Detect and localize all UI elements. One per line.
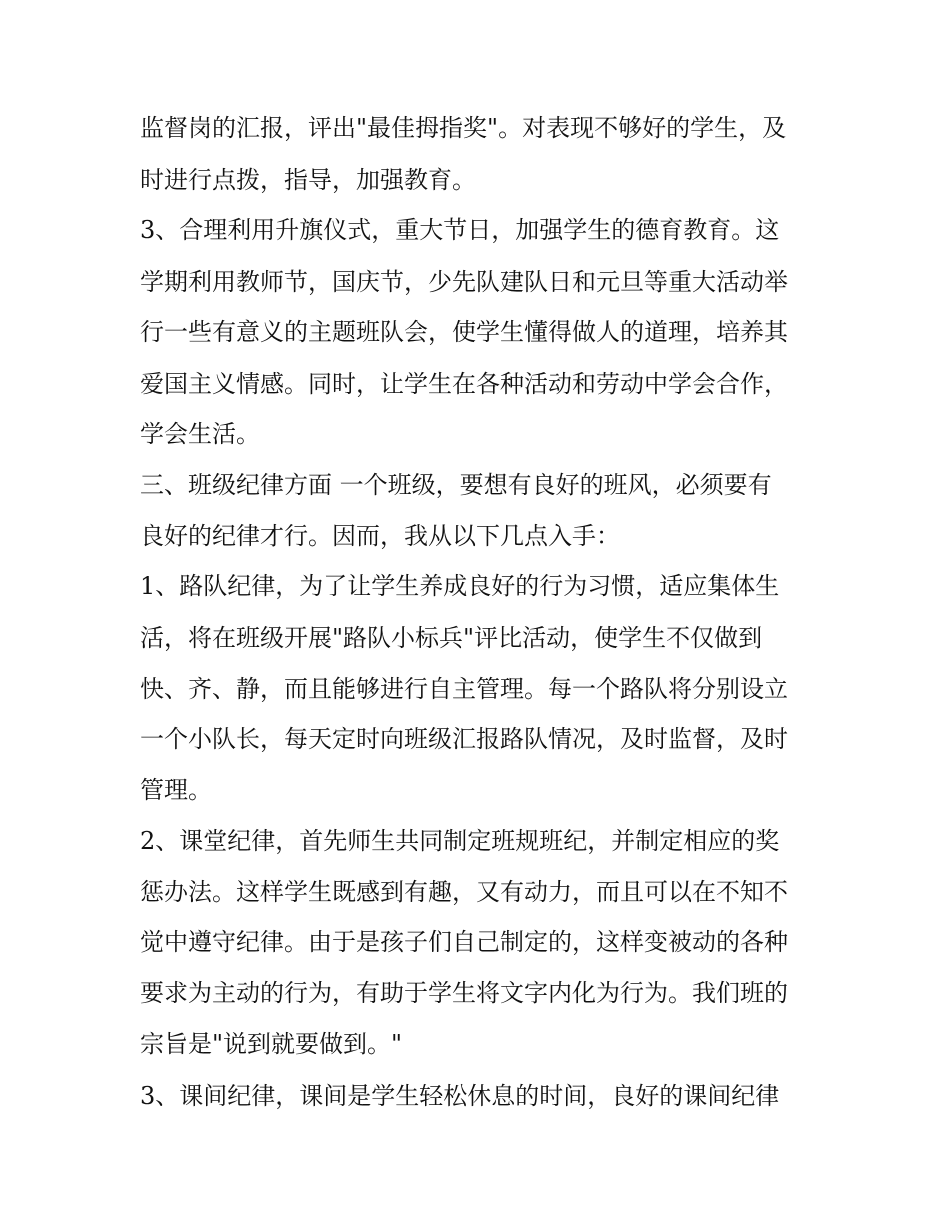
text-line: 快、齐、静，而且能够进行自主管理。每一个路队将分别设立 xyxy=(140,675,788,703)
text-line: 学会生活。 xyxy=(140,420,260,448)
text-line: 监督岗的汇报，评出"最佳拇指奖"。对表现不够好的学生，及 xyxy=(140,114,787,142)
text-line: 觉中遵守纪律。由于是孩子们自己制定的，这样变被动的各种 xyxy=(140,928,788,956)
text-line: 管理。 xyxy=(140,776,212,804)
text-line: 3、课间纪律，课间是学生轻松休息的时间，良好的课间纪律 xyxy=(140,1082,780,1110)
text-line: 惩办法。这样学生既感到有趣，又有动力，而且可以在不知不 xyxy=(140,878,788,906)
text-line: 爱国主义情感。同时，让学生在各种活动和劳动中学会合作， xyxy=(140,370,788,398)
text-line: 良好的纪律才行。因而，我从以下几点入手： xyxy=(140,522,620,550)
text-line: 要求为主动的行为，有助于学生将文字内化为行为。我们班的 xyxy=(140,979,788,1007)
text-line: 时进行点拨，指导，加强教育。 xyxy=(140,166,476,194)
text-line: 活，将在班级开展"路队小标兵"评比活动，使学生不仅做到 xyxy=(140,624,763,652)
text-line: 3、合理利用升旗仪式，重大节日，加强学生的德育教育。这 xyxy=(140,216,780,244)
text-line: 2、课堂纪律，首先师生共同制定班规班纪，并制定相应的奖 xyxy=(140,827,780,855)
text-line: 宗旨是"说到就要做到。" xyxy=(140,1030,403,1058)
text-line: 学期利用教师节，国庆节，少先队建队日和元旦等重大活动举 xyxy=(140,268,788,296)
text-line: 三、班级纪律方面 一个班级，要想有良好的班风，必须要有 xyxy=(140,471,772,499)
text-line: 行一些有意义的主题班队会，使学生懂得做人的道理，培养其 xyxy=(140,318,788,346)
text-line: 一个小队长，每天定时向班级汇报路队情况，及时监督，及时 xyxy=(140,725,788,753)
text-line: 1、路队纪律，为了让学生养成良好的行为习惯，适应集体生 xyxy=(140,572,780,600)
